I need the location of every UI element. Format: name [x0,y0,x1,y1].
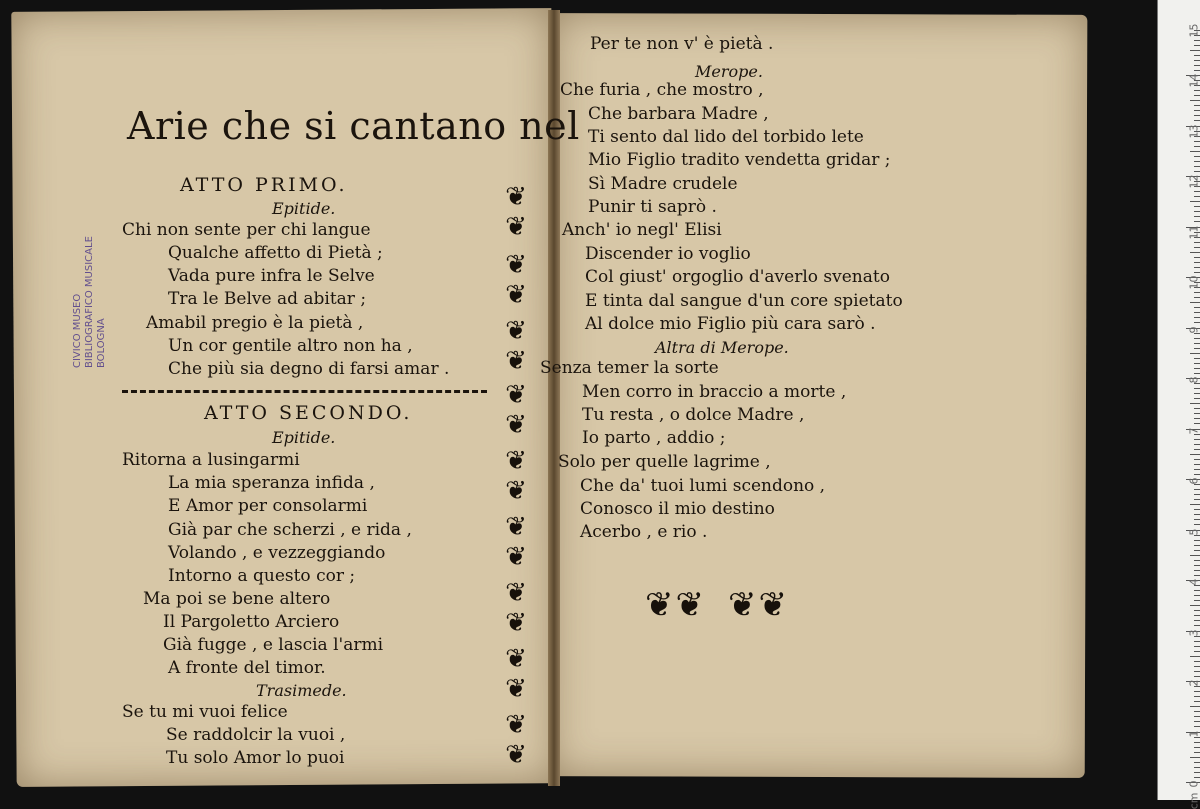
ruler-number: 9 [1188,326,1200,333]
ruler-number: 1 [1188,730,1200,737]
ruler-tick [1194,110,1200,111]
speaker-epitide: Epitide. [272,199,335,219]
ruler-tick [1194,560,1200,561]
ruler-tick [1194,408,1200,409]
ruler-tick [1194,469,1200,470]
verse-line: E Amor per consolarmi [168,496,367,516]
ruler-tick [1190,555,1200,556]
end-ornament-icon: ❦❦ [645,585,706,625]
ruler-tick [1194,742,1200,743]
ruler-tick [1194,45,1200,46]
ruler-tick [1194,595,1200,596]
stamp-line: CIVICO MUSEO [72,236,84,368]
verse-line: Ma poi se bene altero [143,589,330,609]
fleuron-icon: ❦ [499,280,533,310]
fleuron-icon: ❦ [499,740,533,770]
ruler-tick [1194,716,1200,717]
verse-line: Io parto , addio ; [582,428,725,448]
act-two-heading: ATTO SECONDO. [204,403,412,423]
ruler-tick [1194,524,1200,525]
ruler-unit: cm [1188,793,1200,809]
verse-line: Al dolce mio Figlio più cara sarò . [585,314,876,334]
ruler-number: 10 [1188,276,1200,290]
ruler-tick [1194,297,1200,298]
ruler-tick [1194,338,1200,339]
verse-line: Tra le Belve ad abitar ; [168,289,366,309]
ruler-tick [1194,671,1200,672]
ruler-tick [1194,262,1200,263]
ruler-tick [1194,514,1200,515]
verse-line: Tu resta , o dolce Madre , [582,405,804,425]
verse-line: Col giust' orgoglio d'averlo svenato [585,267,890,287]
ruler-tick [1194,267,1200,268]
ruler-tick [1194,206,1200,207]
ruler-tick [1194,272,1200,273]
fleuron-icon: ❦ [499,212,533,242]
verse-line: Per te non v' è pietà . [590,34,773,54]
ruler-tick [1194,196,1200,197]
verse-line: Discender io voglio [585,244,751,264]
ruler-tick [1194,494,1200,495]
ruler-tick [1190,403,1200,404]
ruler-tick [1194,509,1200,510]
ruler-tick [1194,767,1200,768]
ruler-number: 13 [1188,124,1200,138]
verse-line: Men corro in braccio a morte , [582,382,846,402]
ruler-number: 6 [1188,478,1200,485]
ruler-tick [1194,90,1200,91]
ruler-tick [1194,641,1200,642]
end-ornament-icon: ❦❦ [728,585,789,625]
ruler-tick [1194,388,1200,389]
verse-line: Acerbo , e rio . [580,522,707,542]
fleuron-icon: ❦ [499,710,533,740]
ruler-tick [1194,70,1200,71]
ruler-tick [1194,398,1200,399]
ruler-number: 15 [1188,23,1200,37]
ruler-tick [1194,368,1200,369]
ruler-tick [1194,40,1200,41]
ruler-tick [1194,575,1200,576]
ruler-tick [1194,464,1200,465]
fleuron-icon: ❦ [499,346,533,376]
bleed-through-text [800,50,804,72]
ruler-tick [1194,444,1200,445]
verse-line: Che furia , che mostro , [560,80,764,100]
ruler-number: 3 [1188,629,1200,636]
fleuron-icon: ❦ [499,476,533,506]
ruler-tick [1194,620,1200,621]
ruler-tick [1190,252,1200,253]
speaker-trasimede: Trasimede. [256,681,347,701]
ruler-tick [1194,696,1200,697]
fleuron-icon: ❦ [499,608,533,638]
ruler-number: 2 [1188,680,1200,687]
verse-line: Un cor gentile altro non ha , [168,336,413,356]
ruler-tick [1194,747,1200,748]
ruler-tick [1194,540,1200,541]
ruler-tick [1194,363,1200,364]
ruler-tick [1194,105,1200,106]
fleuron-icon: ❦ [499,446,533,476]
ruler-tick [1194,600,1200,601]
page-title: Arie che si cantano nel [127,104,580,148]
ruler-tick [1194,711,1200,712]
ruler-tick [1194,676,1200,677]
ruler-tick [1194,418,1200,419]
fleuron-icon: ❦ [499,644,533,674]
ruler-tick [1194,211,1200,212]
ruler-tick [1190,504,1200,505]
verse-line: Che barbara Madre , [588,104,769,124]
fleuron-icon: ❦ [499,512,533,542]
ruler-tick [1194,120,1200,121]
verse-line: A fronte del timor. [168,658,326,678]
ruler-number: 5 [1188,528,1200,535]
verse-line: Senza temer la sorte [540,358,719,378]
ruler-tick [1194,161,1200,162]
ruler-tick [1190,100,1200,101]
verse-line: La mia speranza infida , [168,473,375,493]
ruler-tick [1194,171,1200,172]
verse-line: Se raddolcir la vuoi , [166,725,345,745]
ruler-tick [1194,459,1200,460]
ruler-tick [1194,721,1200,722]
fleuron-icon: ❦ [499,182,533,212]
verse-line: Sì Madre crudele [588,174,738,194]
verse-line: Già fugge , e lascia l'armi [163,635,383,655]
ruler-tick [1194,423,1200,424]
ruler-tick [1194,257,1200,258]
stamp-line: BIBLIOGRAFICO MUSICALE [84,236,96,368]
ruler-tick [1194,752,1200,753]
verse-line: Il Pargoletto Arciero [163,612,339,632]
ruler-number: 14 [1188,74,1200,88]
ruler-tick [1194,348,1200,349]
ruler-tick [1194,565,1200,566]
fleuron-icon: ❦ [499,250,533,280]
ruler-tick [1194,312,1200,313]
ruler-tick [1194,393,1200,394]
verse-line: Solo per quelle lagrime , [558,452,771,472]
verse-line: Punir ti saprò . [588,197,717,217]
ruler-tick [1194,610,1200,611]
ruler-tick [1194,777,1200,778]
ruler-tick [1190,50,1200,51]
ruler-tick [1194,191,1200,192]
ruler-number: 8 [1188,377,1200,384]
ruler-tick [1194,65,1200,66]
ruler-tick [1194,292,1200,293]
ruler-tick [1190,302,1200,303]
verse-line: Se tu mi vuoi felice [122,702,288,722]
ruler-tick [1194,373,1200,374]
verse-line: Anch' io negl' Elisi [562,220,722,240]
ruler-tick [1190,454,1200,455]
verse-line: Qualche affetto di Pietà ; [168,243,383,263]
ruler-tick [1194,60,1200,61]
ruler-tick [1194,661,1200,662]
ruler-tick [1194,545,1200,546]
ruler-tick [1194,156,1200,157]
verse-line: Ritorna a lusingarmi [122,450,300,470]
verse-line: Ti sento dal lido del torbido lete [588,127,864,147]
ruler-tick [1194,166,1200,167]
ruler-tick [1194,550,1200,551]
ruler-tick [1194,590,1200,591]
verse-line: Che più sia degno di farsi amar . [168,359,449,379]
ruler-number: 12 [1188,175,1200,189]
ruler-tick [1194,646,1200,647]
fleuron-icon: ❦ [499,316,533,346]
ruler-tick [1194,615,1200,616]
ruler-number: 4 [1188,579,1200,586]
ruler-tick [1190,201,1200,202]
ruler-tick [1190,656,1200,657]
verse-line: Chi non sente per chi langue [122,220,371,240]
verse-line: Volando , e vezzeggiando [168,543,385,563]
verse-line: Mio Figlio tradito vendetta gridar ; [588,150,890,170]
act-one-heading: ATTO PRIMO. [180,175,348,195]
speaker-altra-merope: Altra di Merope. [655,338,789,358]
fleuron-icon: ❦ [499,674,533,704]
ruler-tick [1194,519,1200,520]
ruler-number: 11 [1188,225,1200,239]
ruler-tick [1194,343,1200,344]
ruler-tick [1194,666,1200,667]
verse-line: Conosco il mio destino [580,499,775,519]
ruler-tick [1194,55,1200,56]
ruler-tick [1194,499,1200,500]
ruler-tick [1194,570,1200,571]
verse-line: Tu solo Amor lo puoi [166,748,344,768]
speaker-merope: Merope. [695,62,763,82]
ruler-tick [1194,322,1200,323]
verse-line: Vada pure infra le Selve [168,266,375,286]
ruler-tick [1194,449,1200,450]
ruler-tick [1194,95,1200,96]
ruler-tick [1194,625,1200,626]
ruler-number: 7 [1188,427,1200,434]
ruler-tick [1194,115,1200,116]
ruler-tick [1194,691,1200,692]
verse-line: E tinta dal sangue d'un core spietato [585,291,903,311]
ruler-tick [1194,651,1200,652]
ruler-tick [1194,221,1200,222]
fleuron-icon: ❦ [499,542,533,572]
ruler-tick [1194,242,1200,243]
speaker-epitide: Epitide. [272,428,335,448]
ruler-tick [1190,605,1200,606]
ruler-tick [1194,307,1200,308]
verse-line: Intorno a questo cor ; [168,566,355,586]
ruler-tick [1190,757,1200,758]
ruler-tick [1194,489,1200,490]
ruler-tick [1194,701,1200,702]
verse-line: Già par che scherzi , e rida , [168,520,412,540]
ruler-tick [1190,353,1200,354]
ruler-tick [1190,151,1200,152]
stamp-line: BOLOGNA [96,236,108,368]
ruler-tick [1194,141,1200,142]
ruler-tick [1194,146,1200,147]
ruler-tick [1194,247,1200,248]
ruler-tick [1194,439,1200,440]
ruler-tick [1194,413,1200,414]
verse-line: Amabil pregio è la pietà , [146,313,363,333]
ruler-tick [1190,706,1200,707]
section-divider [122,390,487,393]
ruler-tick [1194,772,1200,773]
ruler-tick [1194,358,1200,359]
ruler-tick [1194,726,1200,727]
library-stamp [72,236,108,368]
ruler-tick [1194,317,1200,318]
ruler-number: 0 [1188,781,1200,788]
verse-line: Che da' tuoi lumi scendono , [580,476,825,496]
ruler-tick [1194,474,1200,475]
fleuron-icon: ❦ [499,410,533,440]
fleuron-icon: ❦ [499,380,533,410]
fleuron-icon: ❦ [499,578,533,608]
ruler-tick [1194,216,1200,217]
ruler-tick [1194,762,1200,763]
